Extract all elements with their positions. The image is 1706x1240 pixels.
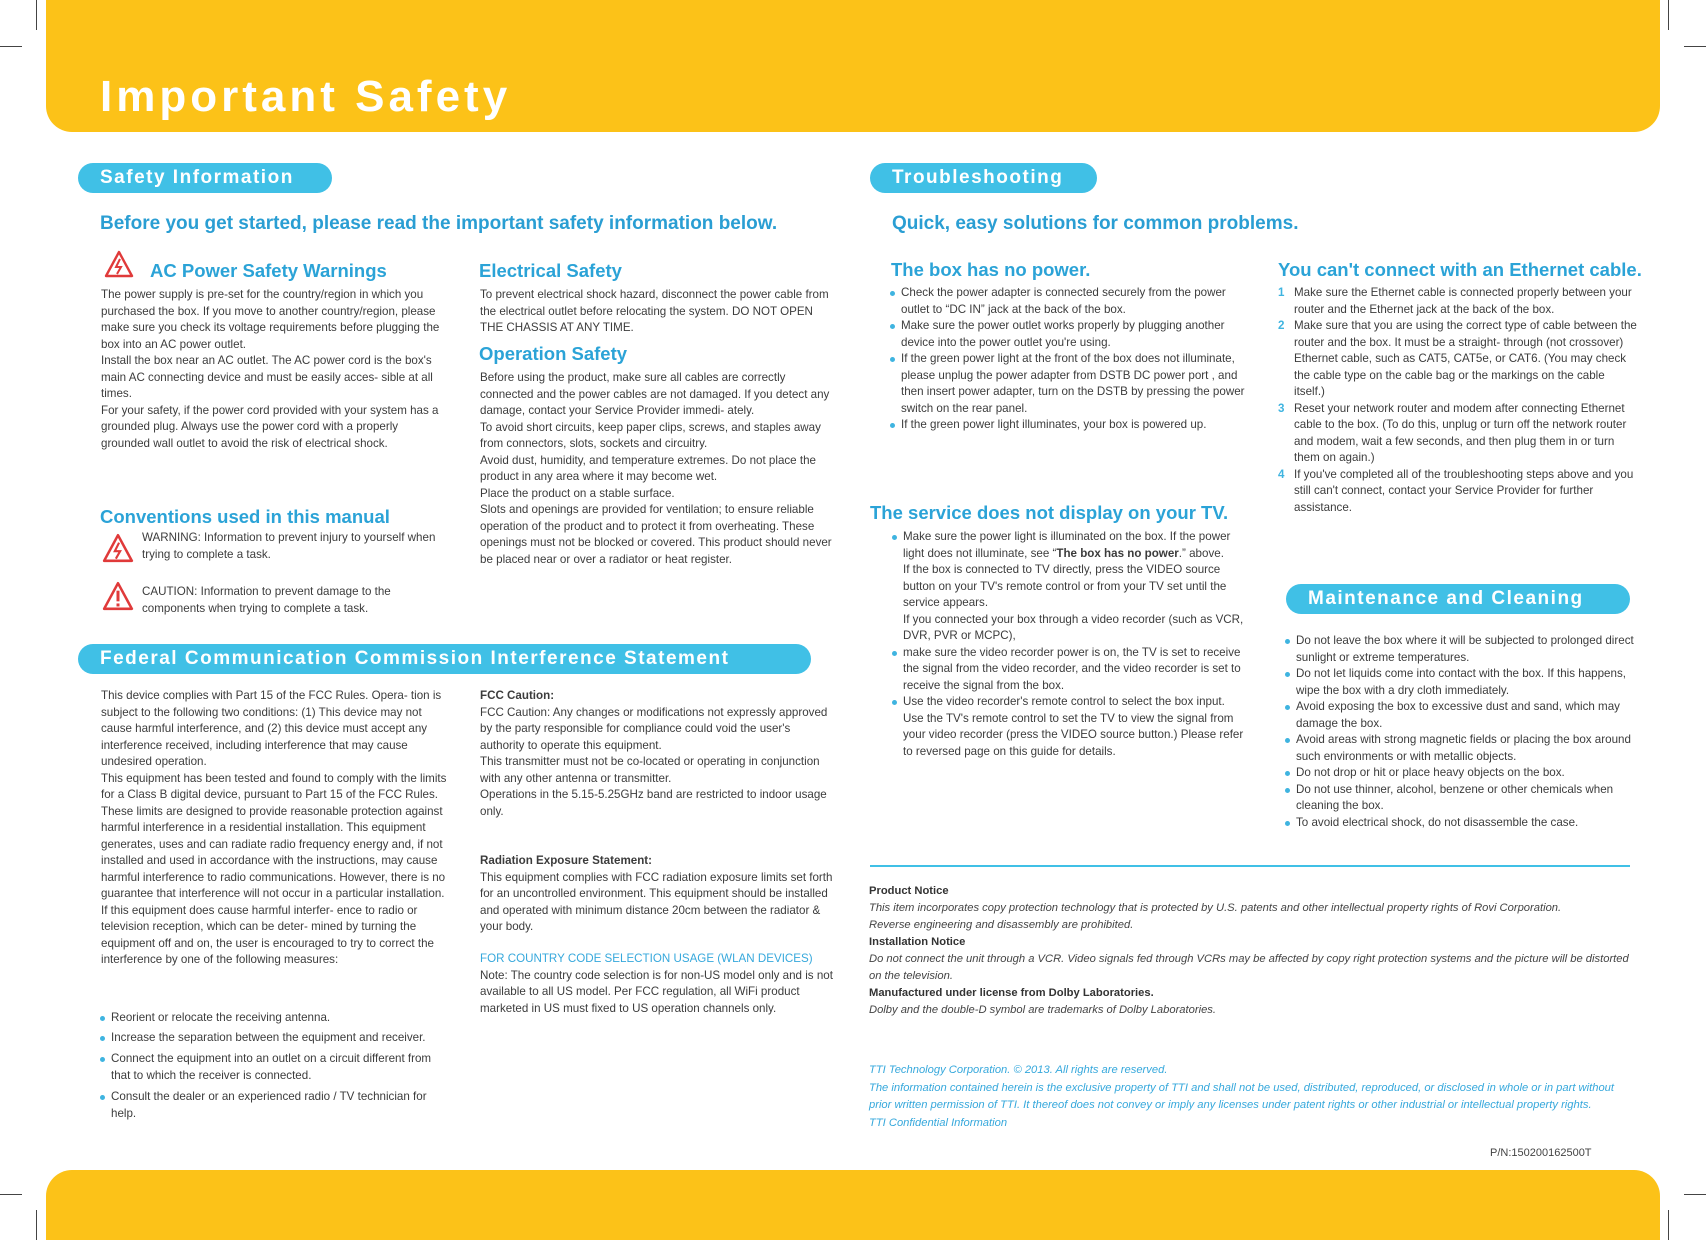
caution-convention-text: CAUTION: Information to prevent damage to the components when trying to complete a task. (142, 585, 391, 615)
dolby-notice-text: Dolby and the double-D symbol are trademarks of Dolby Laboratories. (869, 1004, 1216, 1016)
operation-paragraph: Slots and openings are provided for ventilation; to ensure reliable operation of the product and to protect it from overheating. These openings must not be blocked or covered. This product should never be placed near or over a radiator or heat register. (480, 503, 832, 566)
ac-paragraph: For your safety, if the power cord provided with your system has a grounded plug. Always use the power cord with a properly grounded wall outlet to avoid the risk of electrical shock. (101, 403, 439, 450)
radiation-text: This equipment complies with FCC radiation exposure limits set forth for an uncontrolled environment. This equipment should be installed and operated with minimum distance 20cm between the radiator & your body. (480, 870, 833, 933)
fcc-caution-paragraph: Operations in the 5.15-5.25GHz band are restricted to indoor usage only. (480, 788, 827, 818)
ethernet-title: You can't connect with an Ethernet cable. (1278, 259, 1642, 280)
crop-mark (1668, 0, 1669, 30)
ac-warning-icon (104, 250, 134, 278)
country-code-text: Note: The country code selection is for non-US model only and is not available to all US model. Per FCC regulation, all WiFi product marketed in US must fixed to US operation channels only. (480, 968, 833, 1015)
step-number: 3 (1278, 401, 1285, 415)
operation-paragraph: Place the product on a stable surface. (480, 486, 675, 500)
service-paragraph: If the box is connected to TV directly, press the VIDEO source button on your TV's remote control or from your TV set until the service appears. (903, 563, 1227, 609)
crop-mark (0, 46, 22, 47)
list-item: Consult the dealer or an experienced radio / TV technician for help. (98, 1089, 453, 1122)
product-notice-title: Product Notice (869, 885, 949, 897)
service-text-part: .” above. (1178, 546, 1224, 560)
service-paragraph: If you connected your box through a video recorder (such as VCR, DVR, PVR or MCPC), (903, 612, 1244, 642)
country-code (480, 951, 835, 1017)
product-notice-text: This item incorporates copy protection technology that is protected by U.S. patents and other intellectual property rights of Rovi Corporation. (869, 902, 1562, 914)
crop-mark (1668, 1210, 1669, 1240)
radiation-title: Radiation Exposure Statement: (480, 854, 653, 867)
copyright-text: TTI Technology Corporation. © 2013. All rights are reserved. (869, 1064, 1168, 1076)
conventions-title: Conventions used in this manual (100, 506, 390, 527)
crop-mark (36, 1210, 37, 1240)
footer-band (46, 1170, 1660, 1240)
ethernet-list (1278, 285, 1638, 516)
list-item: Do not let liquids come into contact with the box. If this happens, wipe the box with a dry cloth immediately. (1283, 666, 1638, 699)
notices (869, 883, 1629, 1019)
crop-mark (36, 0, 37, 30)
safety-information-pill: Safety Information (78, 163, 332, 193)
list-item: Check the power adapter is connected securely from the power outlet to “DC IN” jack at the back of the box. (888, 285, 1250, 318)
list-item: Avoid areas with strong magnetic fields or placing the box around such environments or with metallic objects. (1283, 732, 1638, 765)
warning-icon (102, 533, 134, 563)
divider (870, 865, 1630, 867)
part-number: P/N:150200162500T (1490, 1147, 1592, 1159)
list-item (1278, 318, 1638, 401)
crop-mark (0, 1194, 22, 1195)
safety-lead: Before you get started, please read the important safety information below. (100, 213, 778, 234)
fcc-caution (480, 688, 835, 820)
fcc-measures (98, 1010, 453, 1122)
step-number: 4 (1278, 467, 1285, 481)
list-item: make sure the video recorder power is on, the TV is set to receive the signal from the video recorder, and the video recorder is set to receive the signal from the box. (890, 645, 1245, 695)
operation-safety-text (480, 370, 835, 568)
operation-paragraph: To avoid short circuits, keep paper clips, screws, and staples away from connectors, slots, sockets and circuitry. (480, 420, 821, 450)
country-code-title: FOR COUNTRY CODE SELECTION USAGE (WLAN DEVICES) (480, 952, 813, 965)
list-item: Connect the equipment into an outlet on a circuit different from that to which the receiver is connected. (98, 1051, 453, 1084)
product-notice-text: Reverse engineering and disassembly are prohibited. (869, 919, 1134, 931)
dolby-notice-title: Manufactured under license from Dolby Laboratories. (869, 987, 1154, 999)
list-item: To avoid electrical shock, do not disassemble the case. (1283, 815, 1638, 832)
list-item (1278, 467, 1638, 517)
installation-notice-title: Installation Notice (869, 936, 966, 948)
step-text: If you've completed all of the troubleshooting steps above and you still can't connect, contact your Service Provider for further assistance. (1294, 467, 1634, 514)
list-item (890, 529, 1245, 562)
fcc-caution-paragraph: FCC Caution: Any changes or modifications not expressly approved by the party responsible for compliance could void the user's authority to operate this equipment. (480, 705, 828, 752)
ac-power-title: AC Power Safety Warnings (150, 260, 387, 281)
maintenance-list (1283, 633, 1638, 831)
fcc-pill: Federal Communication Commission Interference Statement (78, 644, 811, 674)
step-number: 1 (1278, 286, 1285, 299)
radiation-exposure (480, 853, 835, 936)
list-item: Reorient or relocate the receiving antenna. (98, 1010, 453, 1027)
service-reference: The box has no power (1056, 546, 1179, 560)
troubleshooting-pill: Troubleshooting (870, 163, 1097, 193)
no-power-list (888, 285, 1250, 434)
caution-icon (102, 581, 134, 611)
ac-paragraph: Install the box near an AC outlet. The AC power cord is the box's main AC connecting device and must be easily acces- sible at all times. (101, 354, 433, 400)
copyright-block (869, 1062, 1629, 1132)
fcc-paragraph: This equipment has been tested and found to comply with the limits for a Class B digital device, pursuant to Part 15 of the FCC Rules. These limits are designed to provide reasonable protection against harmful interference in a residential installation. This equipment generates, uses and can radiate radio frequency energy and, if not installed and used in accordance with the instructions, may cause harmful interference to radio communications. However, there is no guarantee that interference will not occur in a particular installation. If this equipment does cause harmful interfer- ence to radio or television reception, which can be deter- mined by turning the equipment off and on, the user is encouraged to try to correct the interference by one of the following measures: (101, 771, 447, 966)
list-item: Use the video recorder's remote control to select the box input. Use the TV's remote control to set the TV to view the signal from your video recorder (press the VIDEO source button.) Please refer to reversed page on this guide for details. (890, 694, 1245, 760)
fcc-caution-paragraph: This transmitter must not be co-located or operating in conjunction with any other antenna or transmitter. (480, 755, 820, 785)
confidential-text: TTI Confidential Information (869, 1116, 1008, 1129)
service-text-part: Make sure the power light is illuminated on the box. If the power light does not illuminate, see “ (903, 530, 1231, 560)
list-item: Do not use thinner, alcohol, benzene or other chemicals when cleaning the box. (1283, 782, 1638, 815)
warning-convention-text: WARNING: Information to prevent injury to yourself when trying to complete a task. (142, 531, 436, 561)
troubleshooting-lead: Quick, easy solutions for common problems. (892, 213, 1299, 234)
ac-power-text (101, 287, 446, 452)
list-item: Do not drop or hit or place heavy objects on the box. (1283, 765, 1638, 782)
list-item (1278, 401, 1638, 467)
step-text: Make sure the Ethernet cable is connected properly between your router and the Ethernet jack at the back of the box. (1294, 286, 1632, 316)
crop-mark (1684, 46, 1706, 47)
crop-mark (1684, 1194, 1706, 1195)
step-number: 2 (1278, 319, 1285, 332)
electrical-safety-title: Electrical Safety (479, 260, 622, 281)
step-text: Make sure that you are using the correct type of cable between the router and the box. It must be a straight- through (not crossover) Ethernet cable, such as CAT5, CAT5e, or CAT6. (You may check the cable type on the cable bag or the markings on the cable itself.) (1294, 319, 1637, 398)
list-item (1278, 285, 1638, 318)
list-item: If the green power light illuminates, your box is powered up. (888, 417, 1250, 434)
ac-paragraph: The power supply is pre-set for the country/region in which you purchased the box. If you move to another country/region, please make sure you check its voltage requirements before plugging the box into an AC power outlet. (101, 288, 440, 351)
fcc-caution-title: FCC Caution: (480, 689, 555, 702)
no-power-title: The box has no power. (891, 259, 1091, 280)
electrical-safety-text: To prevent electrical shock hazard, disconnect the power cable from the electrical outlet before relocating the system. DO NOT OPEN THE CHASSIS AT ANY TIME. (480, 288, 829, 334)
page-title: Important Safety (100, 72, 512, 121)
installation-notice-text: Do not connect the unit through a VCR. Video signals fed through VCRs may be affected by copy right protection systems and the picture will be distorted on the television. (869, 953, 1629, 982)
list-item: If the green power light at the front of the box does not illuminate, please unplug the power adapter from DSTB DC power port , and then insert power adapter, turn on the DSTB by pressing the power switch on the rear panel. (888, 351, 1250, 417)
service-title: The service does not display on your TV. (870, 502, 1229, 523)
list-item: Make sure the power outlet works properly by plugging another device into the power outlet you're using. (888, 318, 1250, 351)
fcc-statement-text (101, 688, 453, 969)
exclusive-property-text: The information contained herein is the exclusive property of TTI and shall not be used, distributed, reproduced, or disclosed in whole or in part without prior written permission of TTI. It thereof does not convey or imply any licenses under patent rights or other industrial or intellectual property rights. (869, 1081, 1615, 1111)
list-item: Increase the separation between the equipment and receiver. (98, 1030, 453, 1047)
operation-paragraph: Before using the product, make sure all cables are correctly connected and the power cables are not damaged. If you detect any damage, contact your Service Provider immedi- ately. (480, 371, 830, 417)
list-item: Avoid exposing the box to excessive dust and sand, which may damage the box. (1283, 699, 1638, 732)
fcc-paragraph: This device complies with Part 15 of the FCC Rules. Opera- tion is subject to the following two conditions: (1) This device may not cause harmful interference, and (2) this device must accept any interference received, including interference that may cause undesired operation. (101, 689, 442, 768)
service-text (890, 529, 1245, 760)
step-text: Reset your network router and modem after connecting Ethernet cable to the box. (To do this, unplug or turn off the network router and modem, wait a few seconds, and then plug them in or turn them on again.) (1294, 401, 1627, 464)
operation-safety-title: Operation Safety (479, 343, 628, 364)
operation-paragraph: Avoid dust, humidity, and temperature extremes. Do not place the product in any area where it may become wet. (480, 453, 816, 483)
maintenance-pill: Maintenance and Cleaning (1286, 584, 1630, 614)
list-item: Do not leave the box where it will be subjected to prolonged direct sunlight or extreme temperatures. (1283, 633, 1638, 666)
